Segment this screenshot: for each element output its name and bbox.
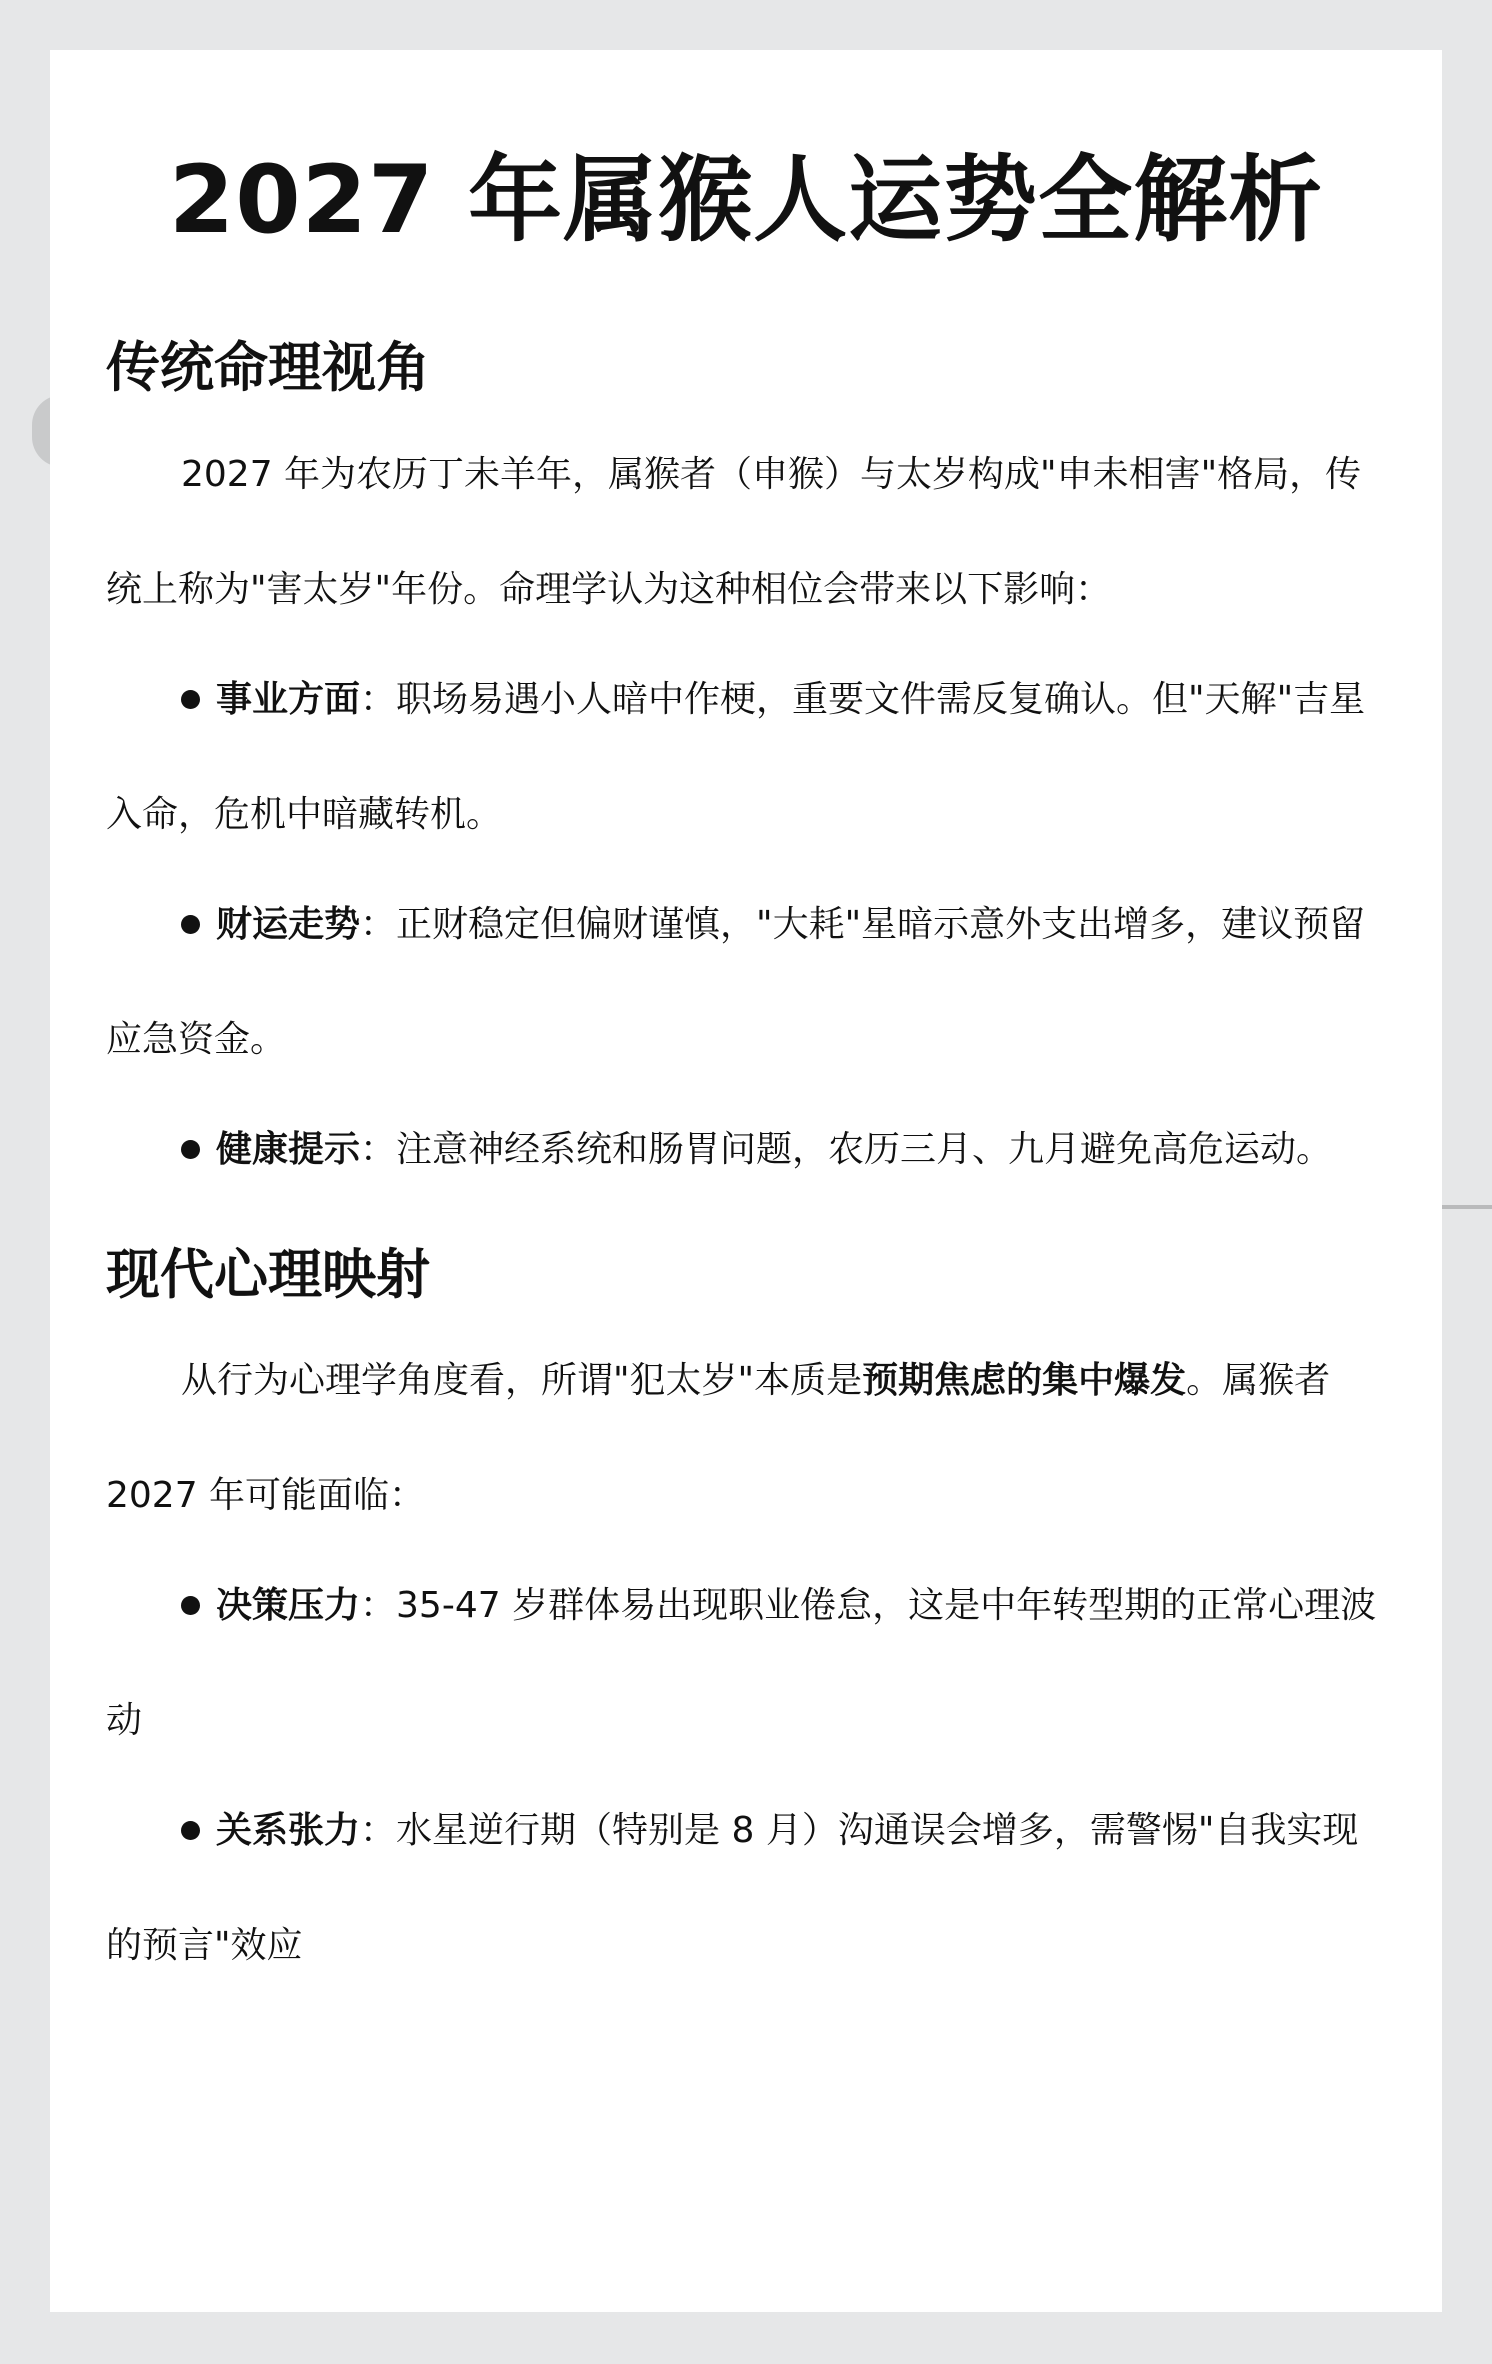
bullet-item-relationship: [106, 1773, 1386, 2003]
section-intro-modern: [106, 1323, 1386, 1553]
bullet-item-decision: [106, 1548, 1386, 1778]
document-page: [50, 50, 1442, 2312]
bullet-separator: ：: [360, 903, 397, 945]
section-intro-traditional: 2027 年为农历丁未羊年，属猴者（申猴）与太岁构成"申未相害"格局，传统上称为"害太岁"年份。命理学认为这种相位会带来以下影响：: [106, 453, 1362, 610]
intro-text-before: 从行为心理学角度看，所谓"犯太岁"本质是: [181, 1360, 863, 1402]
bullet-separator: ：: [360, 678, 397, 720]
section-heading-traditional: 传统命理视角: [106, 335, 430, 399]
bullet-dot-icon: [181, 1821, 200, 1840]
bullet-label: 健康提示: [216, 1128, 361, 1170]
bullet-item-wealth: [106, 867, 1386, 1097]
bullet-text: 注意神经系统和肠胃问题，农历三月、九月避免高危运动。: [396, 1128, 1333, 1170]
section-heading-modern: 现代心理映射: [106, 1242, 430, 1306]
bullet-text: 职场易遇小人暗中作梗，重要文件需反复确认。但"天解"吉星入命，危机中暗藏转机。: [106, 678, 1366, 835]
bullet-dot-icon: [181, 1140, 200, 1159]
intro-text-after: 。属猴者 2027 年可能面临：: [106, 1360, 1331, 1517]
bullet-label: 财运走势: [216, 903, 361, 945]
bullet-label: 关系张力: [216, 1810, 361, 1852]
intro-emphasis: 预期焦虑的集中爆发: [862, 1360, 1187, 1402]
bullet-separator: ：: [360, 1810, 397, 1852]
bullet-separator: ：: [360, 1128, 397, 1170]
bullet-text: 正财稳定但偏财谨慎，"大耗"星暗示意外支出增多，建议预留应急资金。: [106, 903, 1366, 1060]
bullet-item-health: [106, 1092, 1386, 1207]
bullet-separator: ：: [360, 1585, 397, 1627]
bullet-dot-icon: [181, 690, 200, 709]
bullet-text: 水星逆行期（特别是 8 月）沟通误会增多，需警惕"自我实现的预言"效应: [106, 1810, 1359, 1967]
document-title: 2027 年属猴人运势全解析: [168, 146, 1324, 255]
bullet-label: 决策压力: [216, 1585, 361, 1627]
bullet-text: 35-47 岁群体易出现职业倦怠，这是中年转型期的正常心理波动: [106, 1585, 1377, 1742]
bullet-item-career: [106, 642, 1386, 872]
background-divider: [1438, 1205, 1492, 1209]
bullet-dot-icon: [181, 1596, 200, 1615]
bullet-dot-icon: [181, 915, 200, 934]
bullet-label: 事业方面: [216, 678, 361, 720]
